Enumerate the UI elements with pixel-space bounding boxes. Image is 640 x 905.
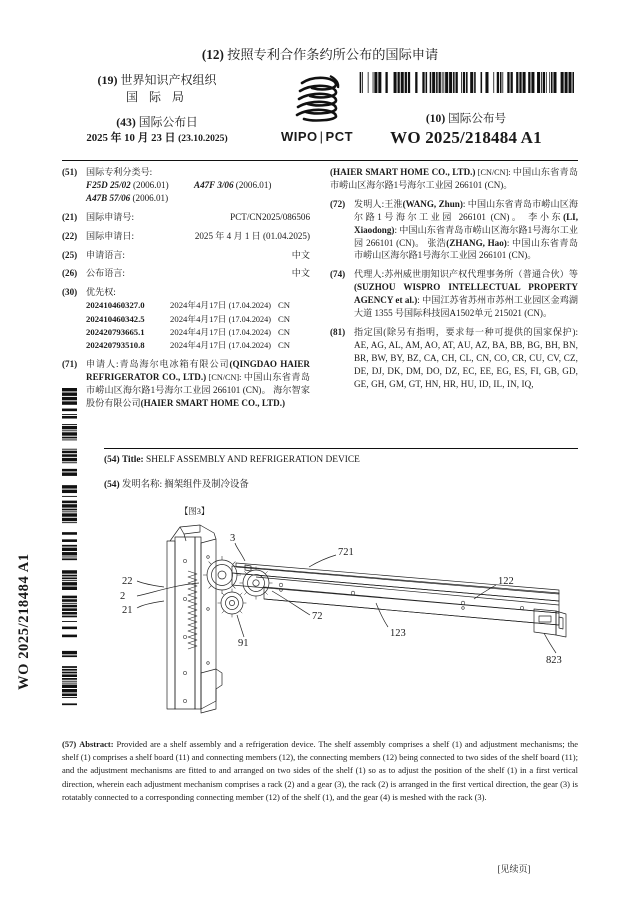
title-block: [104, 455, 578, 501]
figure-callout-123: 123: [390, 628, 406, 639]
figure-drawing: [104, 513, 578, 728]
figure-callout-823: 823: [546, 655, 562, 666]
page-header: [62, 44, 578, 156]
divider-top: [62, 160, 578, 161]
field-priority: [62, 286, 310, 352]
priority-tag: (30): [62, 287, 78, 298]
title-cn-tag: (54): [104, 480, 120, 490]
inventor-0-address: : 中国山东省青岛市崂山区海尔路1号海尔工业园 266101 (CN)。: [354, 198, 578, 222]
publication-barcode: [354, 72, 578, 93]
inventor-0-name-en: (WANG, Zhun): [402, 198, 463, 209]
applicant-1-name-en: (QINGDAO HAIER REFRIGERATOR CO., LTD.): [86, 359, 311, 383]
appdate-value: 2025 年 4 月 1 日 (01.04.2025): [194, 230, 310, 241]
figure-callout-2: 2: [120, 591, 126, 602]
abstract-label: Abstract:: [79, 739, 114, 749]
priority-label: 优先权:: [86, 287, 116, 298]
continuation-note: [见续页]: [497, 864, 531, 874]
applicant-1-country: [CN/CN]:: [206, 373, 244, 383]
field-filing-language: [62, 249, 310, 262]
pub-lang-value: 中文: [291, 268, 310, 279]
priority-date-iso: (17.04.2024): [228, 341, 271, 351]
title-en-value: SHELF ASSEMBLY AND REFRIGERATION DEVICE: [146, 455, 360, 465]
ipc-edition-2: (2006.01): [132, 192, 169, 203]
priority-date-cn: 2024年4月17日: [170, 326, 227, 337]
publication-kind-line: [62, 44, 578, 63]
pubdate-iso: (23.10.2025): [178, 132, 228, 144]
agent-separator: :: [417, 295, 423, 306]
priority-date-iso: (17.04.2024): [228, 314, 271, 324]
title-en-label: Title:: [121, 455, 144, 465]
agent-name-cn: 苏州威世朋知识产权代理事务所（普通合伙）等: [384, 269, 578, 280]
wipo-spiral-icon: [286, 74, 348, 128]
ipc-edition-1: (2006.01): [235, 179, 272, 190]
issuing-office-block: [62, 72, 252, 147]
applicant-1-name-cn: 青岛海尔电冰箱有限公司: [118, 359, 230, 370]
priority-number: 202410460342.5: [86, 313, 145, 324]
field-applicant: [62, 358, 310, 410]
field-application-number: [62, 211, 310, 224]
designated-country-codes: AE, AG, AL, AM, AO, AT, AU, AZ, BA, BB, BG, BH, BN, BR, BW, BY, BZ, CA, CH, CL, CN, CO, CR, CU, CV, CZ, DE, DJ, DK, DM, DO, DZ, EC, EE, EG, ES, FI, GB, GD, GE, GH, GM, GT, HN, HR, HU, ID, IL, IN, IQ,: [354, 339, 578, 389]
field-agent: [330, 268, 578, 320]
figure-label: 【图3】: [180, 507, 210, 516]
pubdate-label: 国际公布日: [138, 114, 198, 129]
figure-block: [104, 505, 578, 730]
inventors-label: 发明人:: [354, 198, 385, 209]
priority-number: 202420793510.8: [86, 340, 145, 351]
applicant-label: 申请人:: [86, 359, 119, 370]
priority-item: [86, 299, 310, 312]
inventor-1-address: : 中国山东省青岛市崂山区海尔路1号海尔工业园 266101 (CN)。: [354, 224, 578, 248]
pubdate-value: 2025 年 10 月 23 日: [86, 131, 176, 144]
pct-word: PCT: [325, 129, 354, 144]
applicant-2-name-cn: 海尔智家股份有限公司: [86, 385, 310, 409]
abstract-text: Provided are a shelf assembly and a refrigeration device. The shelf assembly comprises a shelf (1) and adjustment mechanisms; the shelf (1) comprises a shelf board (11) and connecting members (12), the connecting members (12) being connected to two sides of the shelf board (11); and the adjustment mechanisms are fitted to and arranged on two sides of the shelf (1) so as to adjust the position of the shelf (1) in a first vertical direction, wherein each adjustment mechanism comprises a rack (2) and a gear (3), the rack (2) is arranged in the first vertical direction, the gear (3) is rotatably connected to a corresponding connecting member (12) of the shelf (1), and the gear (4) is meshed with the rack (3).: [62, 739, 578, 802]
figure-callout-122: 122: [498, 576, 514, 587]
publication-number-block: [354, 72, 578, 148]
priority-number: 202420793665.1: [86, 326, 145, 337]
inventor-0-name-cn: 王淮: [384, 198, 403, 209]
inventor-2-name-cn: 张浩: [427, 237, 447, 248]
inventor-2-address: : 中国山东省青岛市崂山区海尔路1号海尔工业园 266101 (CN)。: [354, 237, 578, 261]
abstract-tag: (57): [62, 739, 77, 749]
filing-lang-label: 申请语言:: [86, 249, 125, 260]
title-cn-value: 搁架组件及制冷设备: [164, 480, 249, 490]
priority-item: [86, 339, 310, 352]
applicant-2-name-en: (HAIER SMART HOME CO., LTD.): [140, 398, 286, 409]
priority-date-iso: (17.04.2024): [228, 301, 271, 311]
field-designated-states: [330, 326, 578, 391]
applicant-tag: (71): [62, 359, 78, 370]
designated-tag: (81): [330, 326, 346, 337]
appdate-tag: (22): [62, 230, 78, 241]
ipc-code-2: A47B 57/06: [86, 192, 131, 203]
publication-kind-text: 按照专利合作条约所公布的国际申请: [227, 47, 439, 62]
inventor-1-name-cn: 李小东: [528, 211, 564, 222]
priority-country: CN: [278, 313, 291, 324]
agent-label: 代理人:: [354, 269, 385, 280]
logo-separator: |: [319, 129, 324, 144]
figure-callout-72: 72: [312, 611, 323, 622]
applicant-2-country: [CN/CN]:: [475, 168, 513, 177]
figure-callout-721: 721: [338, 547, 354, 558]
priority-number: 202410460327.0: [86, 300, 145, 311]
appnum-value: PCT/CN2025/086506: [230, 211, 310, 222]
field-ipc: [62, 166, 310, 205]
agent-name-en: (SUZHOU WISPRO INTELLECTUAL PROPERTY AGENCY et al.): [354, 282, 578, 306]
priority-date-cn: 2024年4月17日: [170, 300, 227, 311]
ipc-edition-0: (2006.01): [133, 179, 169, 190]
filing-lang-value: 中文: [291, 249, 310, 260]
priority-country: CN: [278, 300, 291, 311]
applicant-1-address: 中国山东省青岛市崂山区海尔路1号海尔工业园 266101 (CN)。: [86, 372, 310, 396]
appdate-label: 国际申请日:: [86, 230, 134, 241]
priority-date-cn: 2024年4月17日: [170, 313, 227, 324]
publication-kind-tag: (12): [201, 47, 224, 62]
figure-callout-22: 22: [122, 576, 133, 587]
figure-callout-21: 21: [122, 605, 133, 616]
appnum-label: 国际申请号:: [86, 211, 134, 222]
inventors-tag: (72): [330, 198, 346, 209]
agent-tag: (74): [330, 269, 346, 280]
org-bureau: 国 际 局: [125, 90, 188, 105]
biblio-left-column: [62, 166, 310, 416]
side-barcode: [62, 388, 77, 706]
figure-callout-91: 91: [238, 638, 249, 649]
abstract-block: [62, 738, 578, 804]
org-tag: (19): [97, 73, 118, 87]
inventor-1-name-en: (LI, Xiaodong): [354, 211, 578, 235]
field-application-date: [62, 230, 310, 243]
priority-country: CN: [278, 326, 291, 337]
priority-country: CN: [278, 340, 291, 351]
divider-title: [104, 448, 578, 449]
pubnum-tag: (10): [425, 112, 446, 125]
priority-date-cn: 2024年4月17日: [170, 340, 227, 351]
ipc-code-1: A47F 3/06: [194, 179, 234, 190]
filing-lang-tag: (25): [62, 249, 78, 260]
pubdate-tag: (43): [116, 114, 136, 129]
priority-item: [86, 313, 310, 326]
field-inventors: [330, 198, 578, 263]
agent-address: 中国江苏省苏州市苏州工业园区金鸡湖大道 1355 号国际科技园A1502单元 215021 (CN)。: [354, 295, 578, 319]
pub-lang-tag: (26): [62, 268, 78, 279]
field-applicant-continued: [330, 166, 578, 192]
inventor-2-name-en: (ZHANG, Hao): [446, 237, 507, 248]
org-name: 世界知识产权组织: [120, 73, 217, 87]
designated-label: 指定国(除另有指明，要求每一种可提供的国家保护): [354, 326, 576, 337]
pub-lang-label: 公布语言:: [86, 268, 125, 279]
wipo-word: WIPO: [280, 129, 318, 144]
priority-date-iso: (17.04.2024): [228, 327, 271, 337]
applicant-2-address: 中国山东省青岛市崂山区海尔路1号海尔工业园 266101 (CN)。: [330, 167, 578, 190]
bibliographic-data: [62, 166, 578, 444]
figure-callout-3: 3: [230, 533, 236, 544]
title-en-tag: (54): [104, 455, 120, 465]
ipc-tag: (51): [62, 167, 78, 177]
title-cn-label: 发明名称:: [121, 480, 163, 490]
priority-item: [86, 326, 310, 339]
biblio-right-column: [330, 166, 578, 397]
appnum-tag: (21): [62, 211, 78, 222]
designated-separator: :: [575, 326, 578, 337]
field-publication-language: [62, 267, 310, 280]
pubnum-value: WO 2025/218484 A1: [390, 128, 542, 147]
title-cn-row: [104, 476, 578, 490]
title-en-row: [104, 455, 578, 465]
spine-publication-number: WO 2025/218484 A1: [16, 553, 32, 690]
ipc-label: 国际专利分类号:: [86, 167, 153, 177]
pubnum-label: 国际公布号: [448, 112, 507, 125]
ipc-code-0: F25D 25/02: [86, 179, 131, 190]
applicant-2-name-en-cont: (HAIER SMART HOME CO., LTD.): [330, 167, 476, 177]
